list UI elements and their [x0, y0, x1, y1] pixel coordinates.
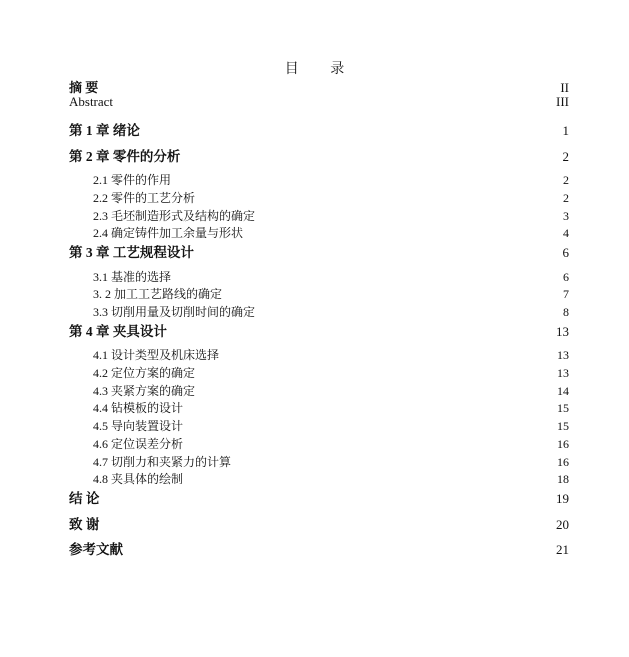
- toc-entry-page: 16: [557, 455, 569, 469]
- toc-entry-label: 参考文献: [69, 542, 123, 557]
- toc-entry-label: 3. 2 加工工艺路线的确定: [93, 287, 223, 301]
- toc-entry-label: 2.3 毛坯制造形式及结构的确定: [93, 209, 256, 223]
- toc-entry-page: 2: [563, 173, 569, 187]
- toc-entry-section-2-1: [93, 171, 569, 188]
- toc-entry-section-2-2: [93, 189, 569, 206]
- toc-entry-page: 15: [557, 419, 569, 433]
- toc-title: 目 录: [284, 62, 359, 77]
- toc-entry-label: 2.4 确定铸件加工余量与形状: [93, 226, 244, 240]
- toc-entry-page: 13: [557, 366, 569, 380]
- toc-entry-page: 20: [556, 517, 569, 532]
- toc-entry-page: 2: [562, 149, 569, 164]
- toc-entry-label: 4.3 夹紧方案的确定: [93, 384, 196, 398]
- toc-entry-section-4-7: [93, 453, 569, 470]
- toc-entry-label: 4.4 钻模板的设计: [93, 401, 184, 415]
- toc-entry-page: II: [560, 80, 569, 95]
- toc-entry-page: 13: [557, 348, 569, 362]
- toc-entry-chapter-1: [69, 119, 569, 139]
- toc-entry-page: 13: [556, 324, 569, 339]
- toc-entry-abstract-en: [69, 94, 569, 110]
- toc-entry-label: 致 谢: [69, 517, 100, 532]
- toc-entry-acknowledgements: [69, 513, 569, 533]
- toc-entry-page: 19: [556, 491, 569, 506]
- toc-entry-section-3-3: [93, 303, 569, 320]
- toc-entry-section-3-1: [93, 268, 569, 285]
- toc-entry-label: 摘 要: [69, 80, 99, 95]
- toc-entry-label: 第 1 章 绪论: [69, 123, 140, 138]
- toc-entry-section-2-4: [93, 224, 569, 241]
- toc-entry-label: 4.6 定位误差分析: [93, 437, 184, 451]
- toc-entry-section-4-2: [93, 364, 569, 381]
- toc-entry-page: 15: [557, 401, 569, 415]
- toc-entry-section-4-1: [93, 346, 569, 363]
- toc-entry-chapter-4: [69, 320, 569, 340]
- toc-entry-chapter-2: [69, 145, 569, 165]
- toc-entry-section-4-5: [93, 417, 569, 434]
- toc-entry-label: 4.2 定位方案的确定: [93, 366, 196, 380]
- toc-entry-section-3-2: [93, 285, 569, 302]
- toc-entry-page: 8: [563, 305, 569, 319]
- toc-entry-label: 4.7 切削力和夹紧力的计算: [93, 455, 232, 469]
- toc-entry-section-4-8: [93, 470, 569, 487]
- toc-entry-label: 2.1 零件的作用: [93, 173, 172, 187]
- toc-entry-label: 4.5 导向装置设计: [93, 419, 184, 433]
- toc-entry-label: 第 4 章 夹具设计: [69, 324, 167, 339]
- toc-entry-label: 第 3 章 工艺规程设计: [69, 245, 194, 260]
- toc-entry-conclusion: [69, 487, 569, 507]
- toc-entry-page: 14: [557, 384, 569, 398]
- toc-entry-page: 21: [556, 542, 569, 557]
- toc-entry-page: 18: [557, 472, 569, 486]
- toc-entry-section-4-6: [93, 435, 569, 452]
- toc-entry-section-2-3: [93, 207, 569, 224]
- toc-entry-page: 4: [563, 226, 569, 240]
- toc-entry-section-4-4: [93, 399, 569, 416]
- toc-entry-page: 1: [562, 123, 569, 138]
- toc-entry-section-4-3: [93, 382, 569, 399]
- toc-entry-label: 4.8 夹具体的绘制: [93, 472, 184, 486]
- toc-entry-label: 第 2 章 零件的分析: [69, 149, 181, 164]
- toc-entry-label: Abstract: [69, 94, 114, 109]
- toc-entry-chapter-3: [69, 241, 569, 261]
- toc-entry-page: 3: [563, 209, 569, 223]
- toc-entry-page: III: [556, 94, 569, 109]
- toc-entry-page: 6: [562, 245, 569, 260]
- toc-entry-label: 2.2 零件的工艺分析: [93, 191, 196, 205]
- toc-entry-label: 3.1 基准的选择: [93, 270, 172, 284]
- toc-entry-label: 4.1 设计类型及机床选择: [93, 348, 220, 362]
- toc-entry-page: 16: [557, 437, 569, 451]
- toc-entry-label: 3.3 切削用量及切削时间的确定: [93, 305, 256, 319]
- toc-entry-page: 6: [563, 270, 569, 284]
- toc-entry-label: 结 论: [69, 491, 100, 506]
- toc-entry-page: 7: [563, 287, 569, 301]
- toc-entry-references: [69, 538, 569, 558]
- toc-entry-page: 2: [563, 191, 569, 205]
